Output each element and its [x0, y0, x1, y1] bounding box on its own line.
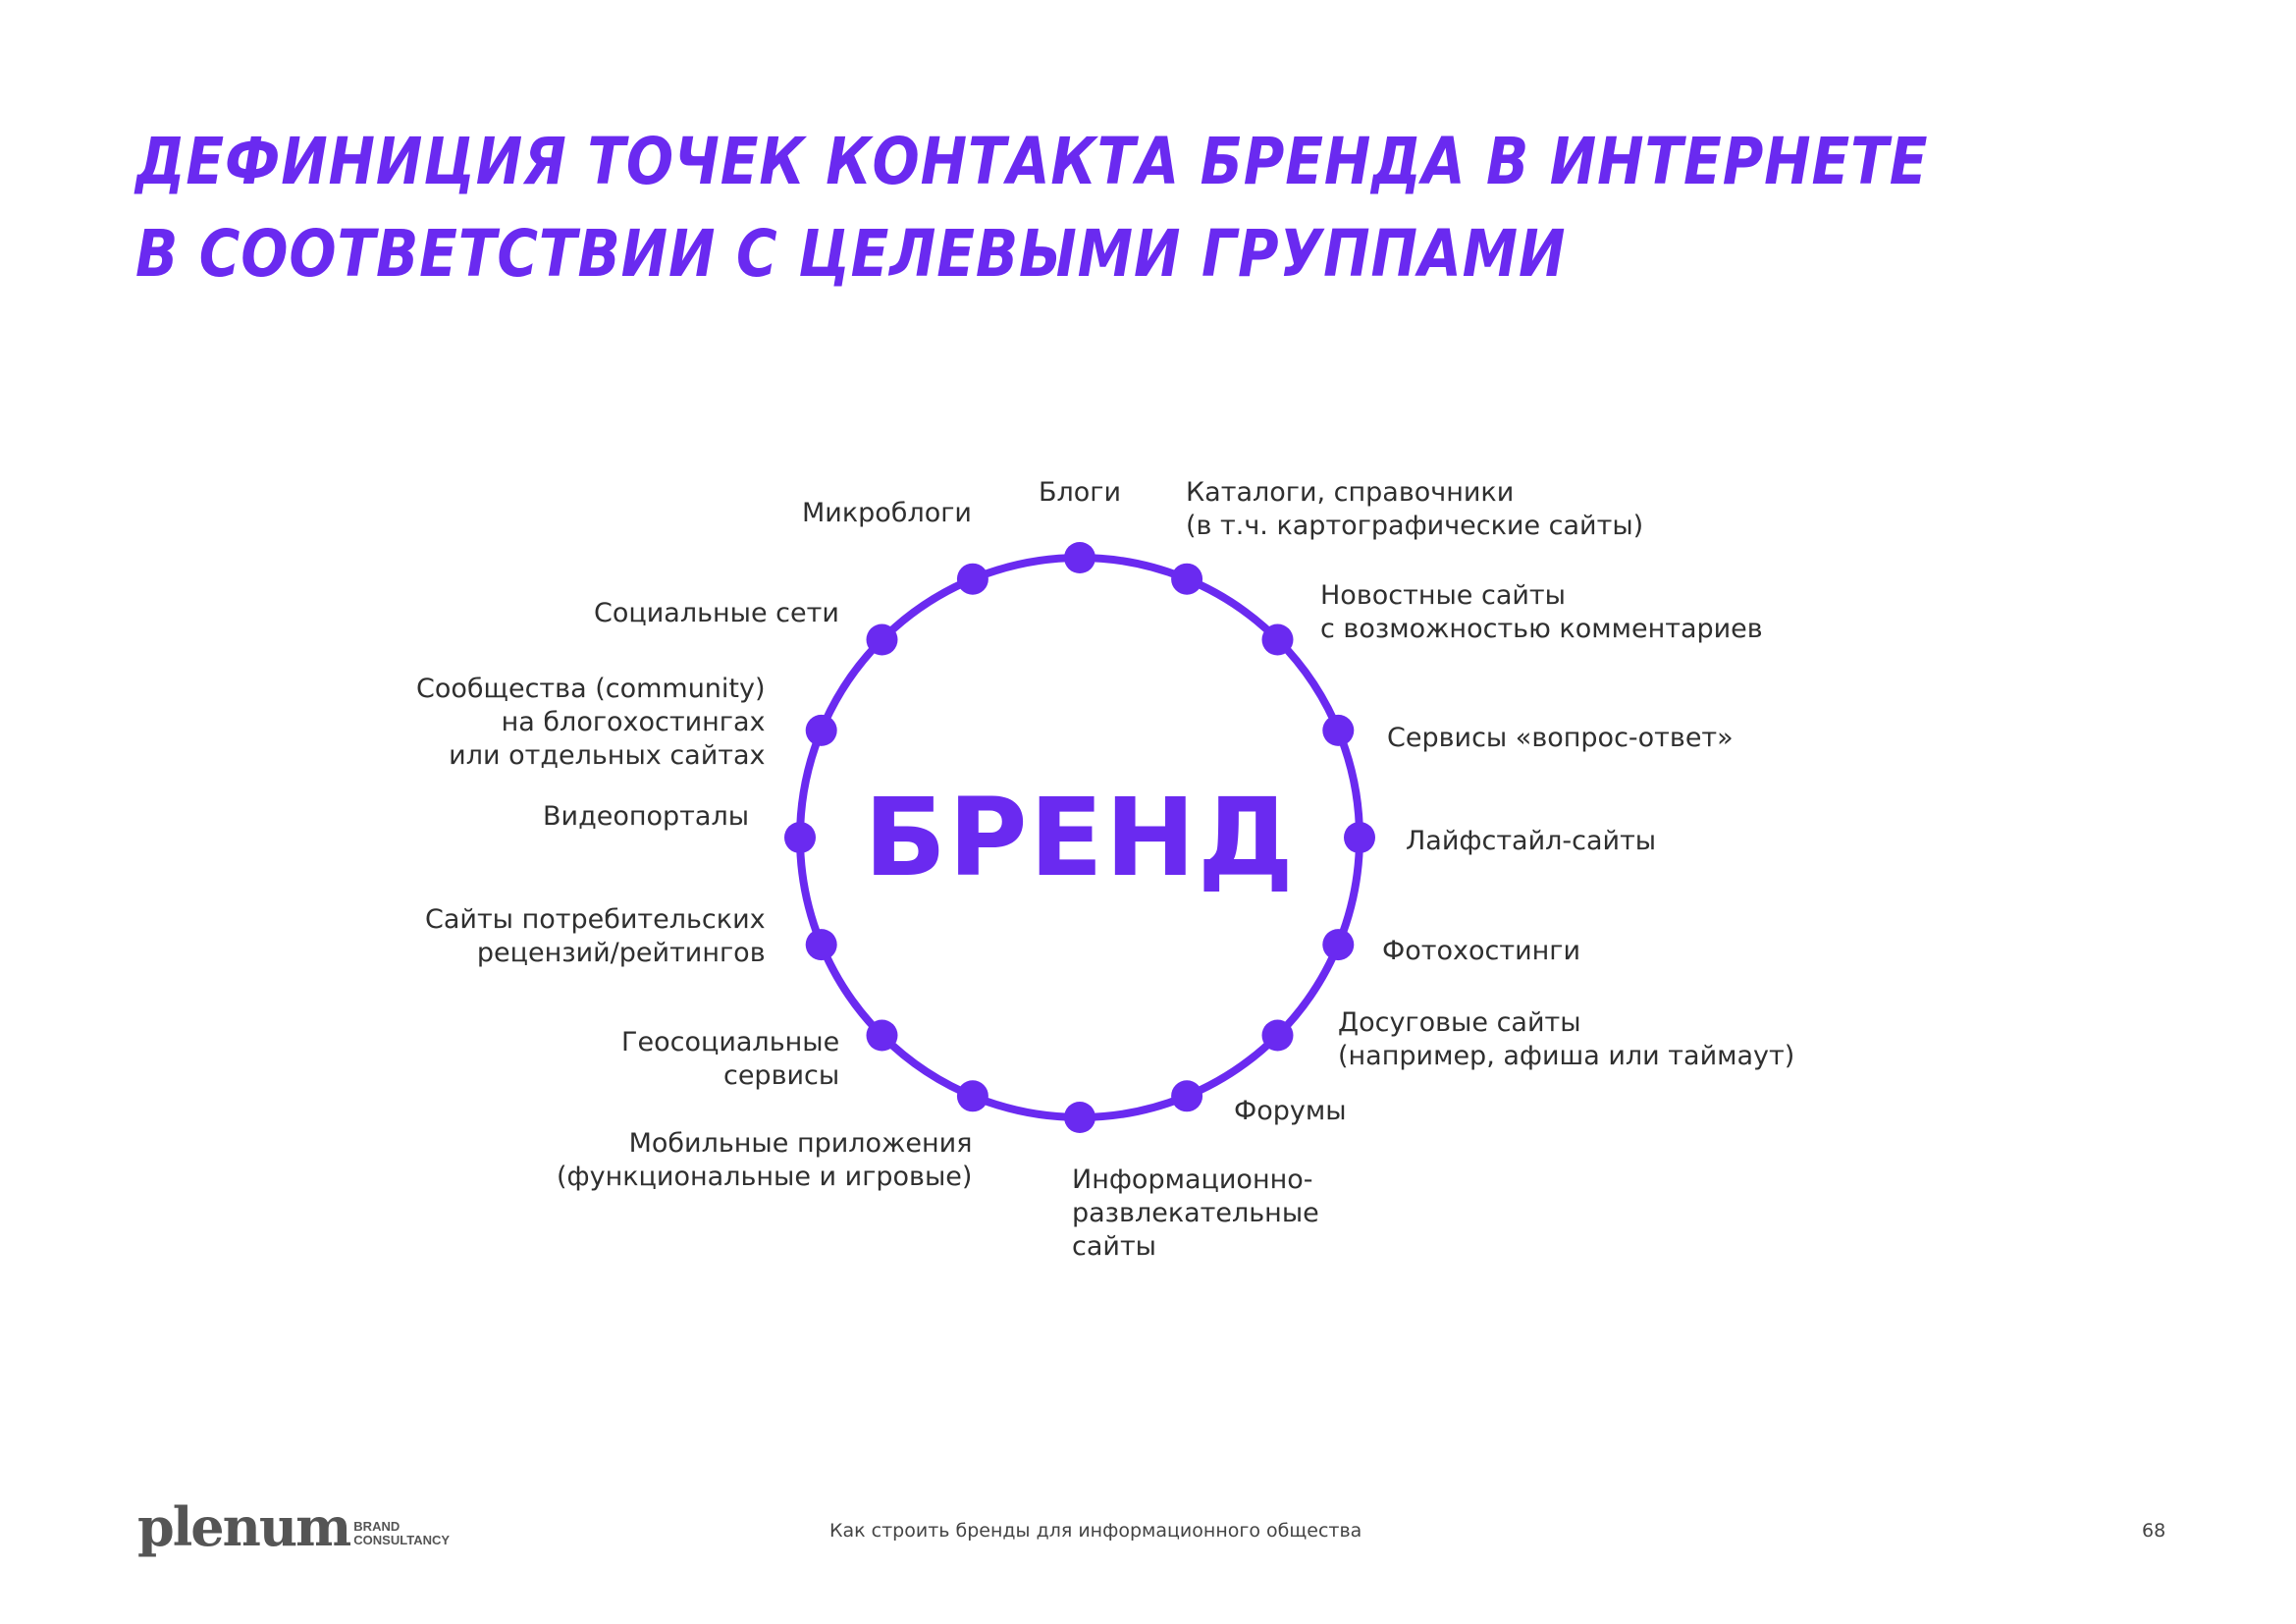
- touchpoint-label: [1382, 935, 1580, 968]
- touchpoint-label-line: (например, афиша или таймаут): [1338, 1041, 1795, 1071]
- touchpoint-dot: [867, 624, 898, 656]
- logo-sub-brand: BRAND: [353, 1519, 400, 1534]
- touchpoint-label: [557, 1127, 972, 1194]
- plenum-logo: [137, 1495, 451, 1558]
- page-number: 68: [2142, 1520, 2166, 1542]
- touchpoint-dot: [1322, 929, 1354, 960]
- touchpoint-dot: [1171, 1080, 1202, 1111]
- touchpoint-label-line: Видеопорталы: [543, 801, 750, 832]
- touchpoint-label: [1072, 1164, 1319, 1264]
- footer-title: Как строить бренды для информационного общества: [829, 1520, 1362, 1542]
- touchpoint-dot: [1262, 1020, 1294, 1052]
- touchpoint-dot: [1064, 1102, 1095, 1133]
- touchpoint-label: [802, 497, 972, 530]
- logo-wordmark: plenum: [137, 1495, 350, 1558]
- touchpoint-label: [543, 800, 749, 834]
- touchpoint-label-line: Сообщества (community): [416, 674, 766, 704]
- touchpoint-label-line: Фотохостинги: [1382, 936, 1581, 966]
- logo-sub-consultancy: CONSULTANCY: [353, 1533, 451, 1547]
- touchpoint-label: [594, 597, 839, 630]
- touchpoint-label: [425, 903, 766, 970]
- touchpoint-label-line: Форумы: [1234, 1096, 1347, 1126]
- touchpoint-label-line: с возможностью комментариев: [1320, 614, 1763, 644]
- touchpoint-label-line: Каталоги, справочники: [1186, 477, 1515, 508]
- touchpoint-label-line: сайты: [1072, 1231, 1156, 1262]
- touchpoint-label-line: сервисы: [722, 1060, 840, 1091]
- touchpoint-label-line: рецензий/рейтингов: [476, 938, 766, 968]
- touchpoint-label-line: развлекательные: [1072, 1198, 1319, 1228]
- touchpoint-label: [416, 673, 766, 773]
- touchpoint-label: [1387, 722, 1734, 755]
- title-line-1: ДЕФИНИЦИЯ ТОЧЕК КОНТАКТА БРЕНДА В ИНТЕРНЕТЕ: [135, 124, 1929, 199]
- touchpoint-label-line: или отдельных сайтах: [449, 740, 766, 771]
- touchpoint-label-line: Геосоциальные: [621, 1027, 840, 1057]
- title-line-2: В СООТВЕТСТВИИ С ЦЕЛЕВЫМИ ГРУППАМИ: [135, 216, 1567, 292]
- touchpoint-label-line: Микроблоги: [802, 498, 972, 528]
- touchpoint-dot: [957, 564, 988, 595]
- touchpoint-label-line: Мобильные приложения: [628, 1128, 973, 1159]
- touchpoint-label-line: Лайфстайл-сайты: [1406, 826, 1657, 856]
- touchpoint-dot: [957, 1080, 988, 1111]
- touchpoint-label-line: Социальные сети: [594, 598, 839, 628]
- touchpoint-label-line: Блоги: [1039, 477, 1122, 508]
- touchpoint-label: [621, 1026, 839, 1093]
- touchpoint-dot: [1064, 542, 1095, 573]
- touchpoint-dot: [1344, 822, 1375, 853]
- touchpoint-label: [1186, 476, 1643, 543]
- touchpoint-dot: [1262, 624, 1294, 656]
- touchpoint-label-line: Сайты потребительских: [425, 904, 766, 935]
- touchpoint-dot: [784, 822, 816, 853]
- touchpoint-label-line: (в т.ч. картографические сайты): [1186, 511, 1644, 541]
- touchpoint-label: [1234, 1095, 1347, 1128]
- touchpoint-label-line: (функциональные и игровые): [557, 1162, 973, 1192]
- touchpoint-label-line: на блогохостингах: [501, 707, 766, 737]
- touchpoint-label: [1406, 825, 1656, 858]
- touchpoint-dot: [1171, 564, 1202, 595]
- touchpoint-dot: [806, 715, 837, 746]
- logo-subtitle: [353, 1520, 450, 1547]
- brand-center-label: БРЕНД: [864, 775, 1296, 900]
- touchpoint-dot: [806, 929, 837, 960]
- touchpoint-label-line: Информационно-: [1072, 1164, 1313, 1195]
- touchpoint-label: [1039, 476, 1121, 510]
- touchpoint-label: [1338, 1006, 1794, 1073]
- touchpoint-dot: [1322, 715, 1354, 746]
- touchpoint-label-line: Досуговые сайты: [1338, 1007, 1581, 1038]
- touchpoint-dot: [867, 1020, 898, 1052]
- touchpoint-label-line: Новостные сайты: [1320, 580, 1566, 611]
- touchpoint-label: [1320, 579, 1763, 646]
- touchpoint-label-line: Сервисы «вопрос-ответ»: [1387, 723, 1734, 753]
